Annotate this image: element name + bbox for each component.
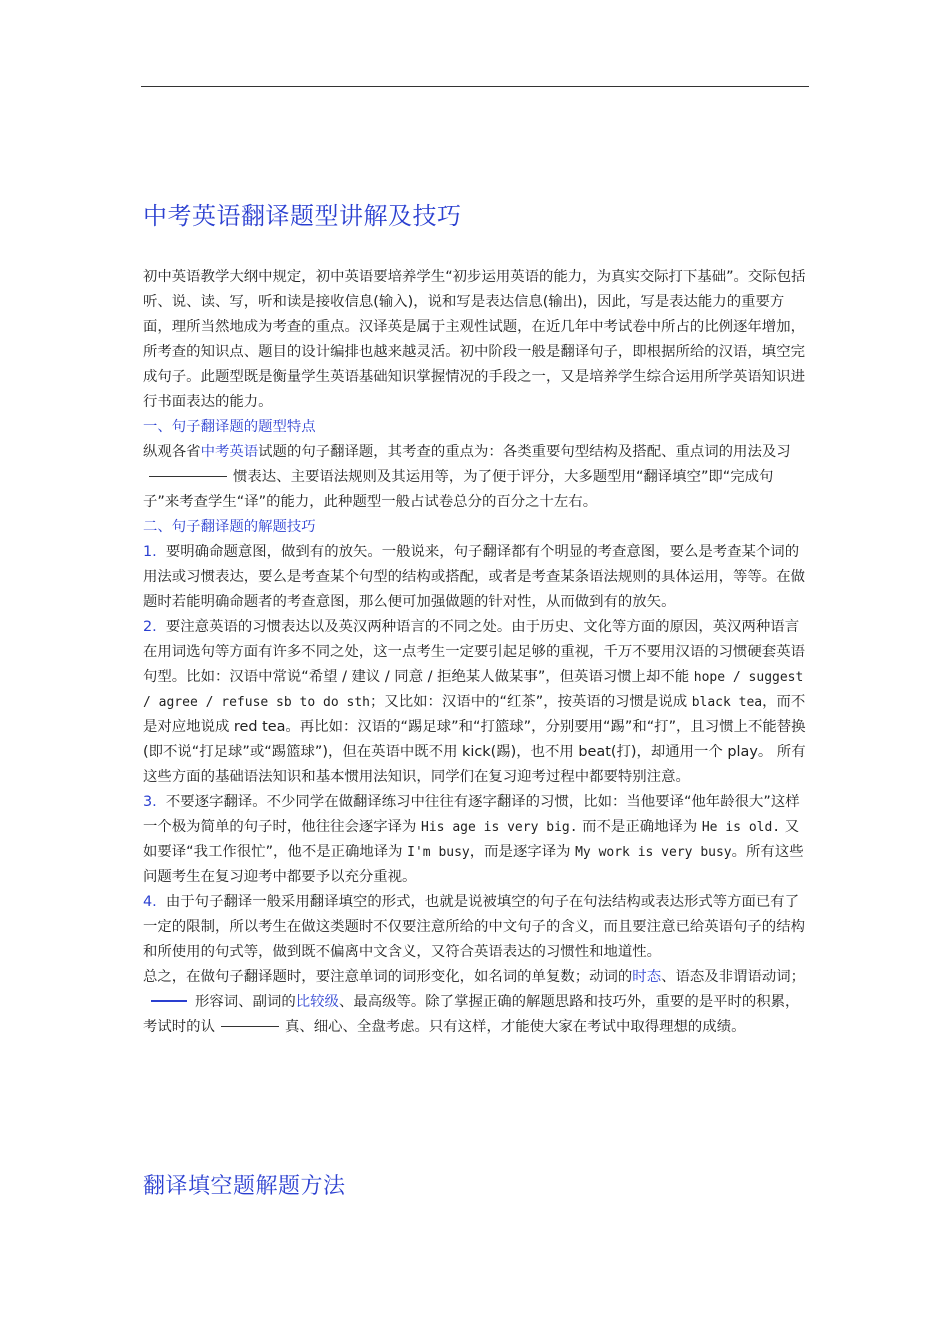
tip3-text-g: ，而是逐字译为 — [469, 844, 571, 860]
section1-text-c: 惯表达、主要语法规则及其运用等，为了便于评分，大多题型用“翻译填空”即“完成句子”来考查学生“译”的能力，此种题型一般占试卷总分的百分之十左右。 — [143, 469, 774, 510]
tip1-text: 要明确命题意图，做到有的放矢。一般说来，句子翻译都有个明显的考查意图，要么是考查某个词的用法或习惯表达，要么是考查某个句型的结构或搭配，或者是考查某条语法规则的具体运用，等等。在做题时若能明确命题者的考查意图，那么便可加强做题的针对性，从而做到有的放矢。 — [143, 544, 805, 610]
comparative-link[interactable]: 比较级 — [295, 994, 339, 1010]
tip3-text-e: 又如要译“我工作很忙”，他不是正确地译为 — [143, 819, 800, 860]
section1-heading: 一、句子翻译题的题型特点 — [143, 419, 316, 435]
intro-paragraph: 初中英语教学大纲中规定，初中英语要培养学生“初步运用英语的能力，为真实交际打下基础”。交际包括听、说、读、写，听和读是接收信息(输入)，说和写是表达信息(输出)，因此，写是表达能力的重要方面，理所当然地成为考查的重点。汉译英是属于主观性试题，在近几年中考试卷中所占的比例逐年增加，所考查的知识点、题目的设计编排也越来越灵活。初中阶段一般是翻译句子，即根据所给的汉语，填空完成句子。此题型既是衡量学生英语基础知识掌握情况的手段之一，又是培养学生综合运用所学英语知识进行书面表达的能力。 — [143, 269, 806, 410]
summary-text-d: 、最高级等。除了掌握正确的解题思路和技巧外，重要的是平时的积累，考试时的认 — [143, 994, 800, 1035]
summary-paragraph — [143, 965, 809, 1040]
tip2-continuation: (即不说“打足球”或“踢篮球”)，但在英语中既不用 kick(踢)，也不用 beat(打)，却通用一个 play。 所有这些方面的基础语法知识和基本惯用法知识，同学们在复习迎考过程中都要特别注意。 — [143, 744, 806, 785]
article-body — [143, 265, 809, 1040]
blank-line — [221, 1026, 279, 1027]
tip3-text-a: 不要逐字翻译。不少同学在做翻译练习中往往有逐字翻译的习惯，比如：当他要译“他年龄很大”这样一个极为简单的句子时，他往往会逐字译为 — [143, 794, 800, 835]
tip2-text-e: ，而不是对应地说成 red tea。再比如：汉语的“踢足球”和“打篮球”，分别要用“踢”和“打”，且习惯上不能替换 — [143, 694, 806, 735]
summary-text-c: 形容词、副词的 — [195, 994, 296, 1010]
tip3-english-a: His age is very big. — [421, 820, 578, 835]
section1-text-b: 试题的句子翻译题，其考查的重点为：各类重要句型结构及搭配、重点词的用法及习 — [258, 444, 791, 460]
tip3-text-c: 而不是正确地译为 — [582, 819, 698, 835]
blank-line — [151, 1000, 187, 1002]
tip2-paragraph — [143, 615, 809, 740]
tip4-paragraph — [143, 890, 809, 965]
tip3-english-c: I'm busy — [407, 845, 470, 860]
tip2-english-b: black tea — [691, 695, 763, 710]
section2-heading: 二、句子翻译题的解题技巧 — [143, 519, 316, 535]
tip2-text-a: 要注意英语的习惯表达以及英汉两种语言的不同之处。由于历史、文化等方面的原因，英汉两种语言在用词选句等方面有许多不同之处，这一点考生一定要引起足够的重视，千万不要用汉语的习惯硬套英语句型。比如：汉语中常说“希望 / 建议 / 同意 / 拒绝某人做某事”，但英语习惯上却不能 — [143, 619, 805, 685]
tense-link[interactable]: 时态 — [632, 969, 662, 985]
tip2-english-a: hope / suggest / agree / refuse sb to do sth — [143, 670, 804, 710]
tip2-number: 2. — [143, 619, 157, 635]
section1-paragraph — [143, 440, 809, 515]
summary-text-a: 总之，在做句子翻译题时，要注意单词的词形变化，如名词的单复数；动词的 — [143, 969, 633, 985]
tip3-number: 3. — [143, 794, 157, 810]
section1-text-a: 纵观各省 — [143, 444, 201, 460]
section-subtitle: 翻译填空题解题方法 — [143, 1174, 346, 1199]
tip4-number: 4. — [143, 894, 157, 910]
tip1-number: 1. — [143, 544, 157, 560]
summary-text-e: 真、细心、全盘考虑。只有这样，才能使大家在考试中取得理想的成绩。 — [284, 1019, 746, 1035]
tip1-paragraph — [143, 540, 809, 615]
header-rule — [141, 86, 809, 87]
blank-line — [149, 476, 227, 477]
tip2-text-c: ；又比如：汉语中的“红茶”，按英语的习惯是说成 — [369, 694, 688, 710]
tip3-paragraph — [143, 790, 809, 890]
zhongkao-english-link[interactable]: 中考英语 — [200, 444, 259, 460]
summary-text-b: 、语态及非谓语动词； — [661, 969, 806, 985]
tip3-english-b: He is old. — [701, 820, 781, 835]
tip3-english-d: My work is very busy — [575, 845, 732, 860]
tip4-text: 由于句子翻译一般采用翻译填空的形式，也就是说被填空的句子在句法结构或表达形式等方面已有了一定的限制，所以考生在做这类题时不仅要注意所给的中文句子的含义，而且要注意已给英语句子的结构和所使用的句式等，做到既不偏离中文含义，又符合英语表达的习惯性和地道性。 — [143, 894, 805, 960]
tip3-text-i: 。所有这些问题考生在复习迎考中都要予以充分重视。 — [143, 844, 804, 885]
page-title: 中考英语翻译题型讲解及技巧 — [143, 202, 462, 230]
